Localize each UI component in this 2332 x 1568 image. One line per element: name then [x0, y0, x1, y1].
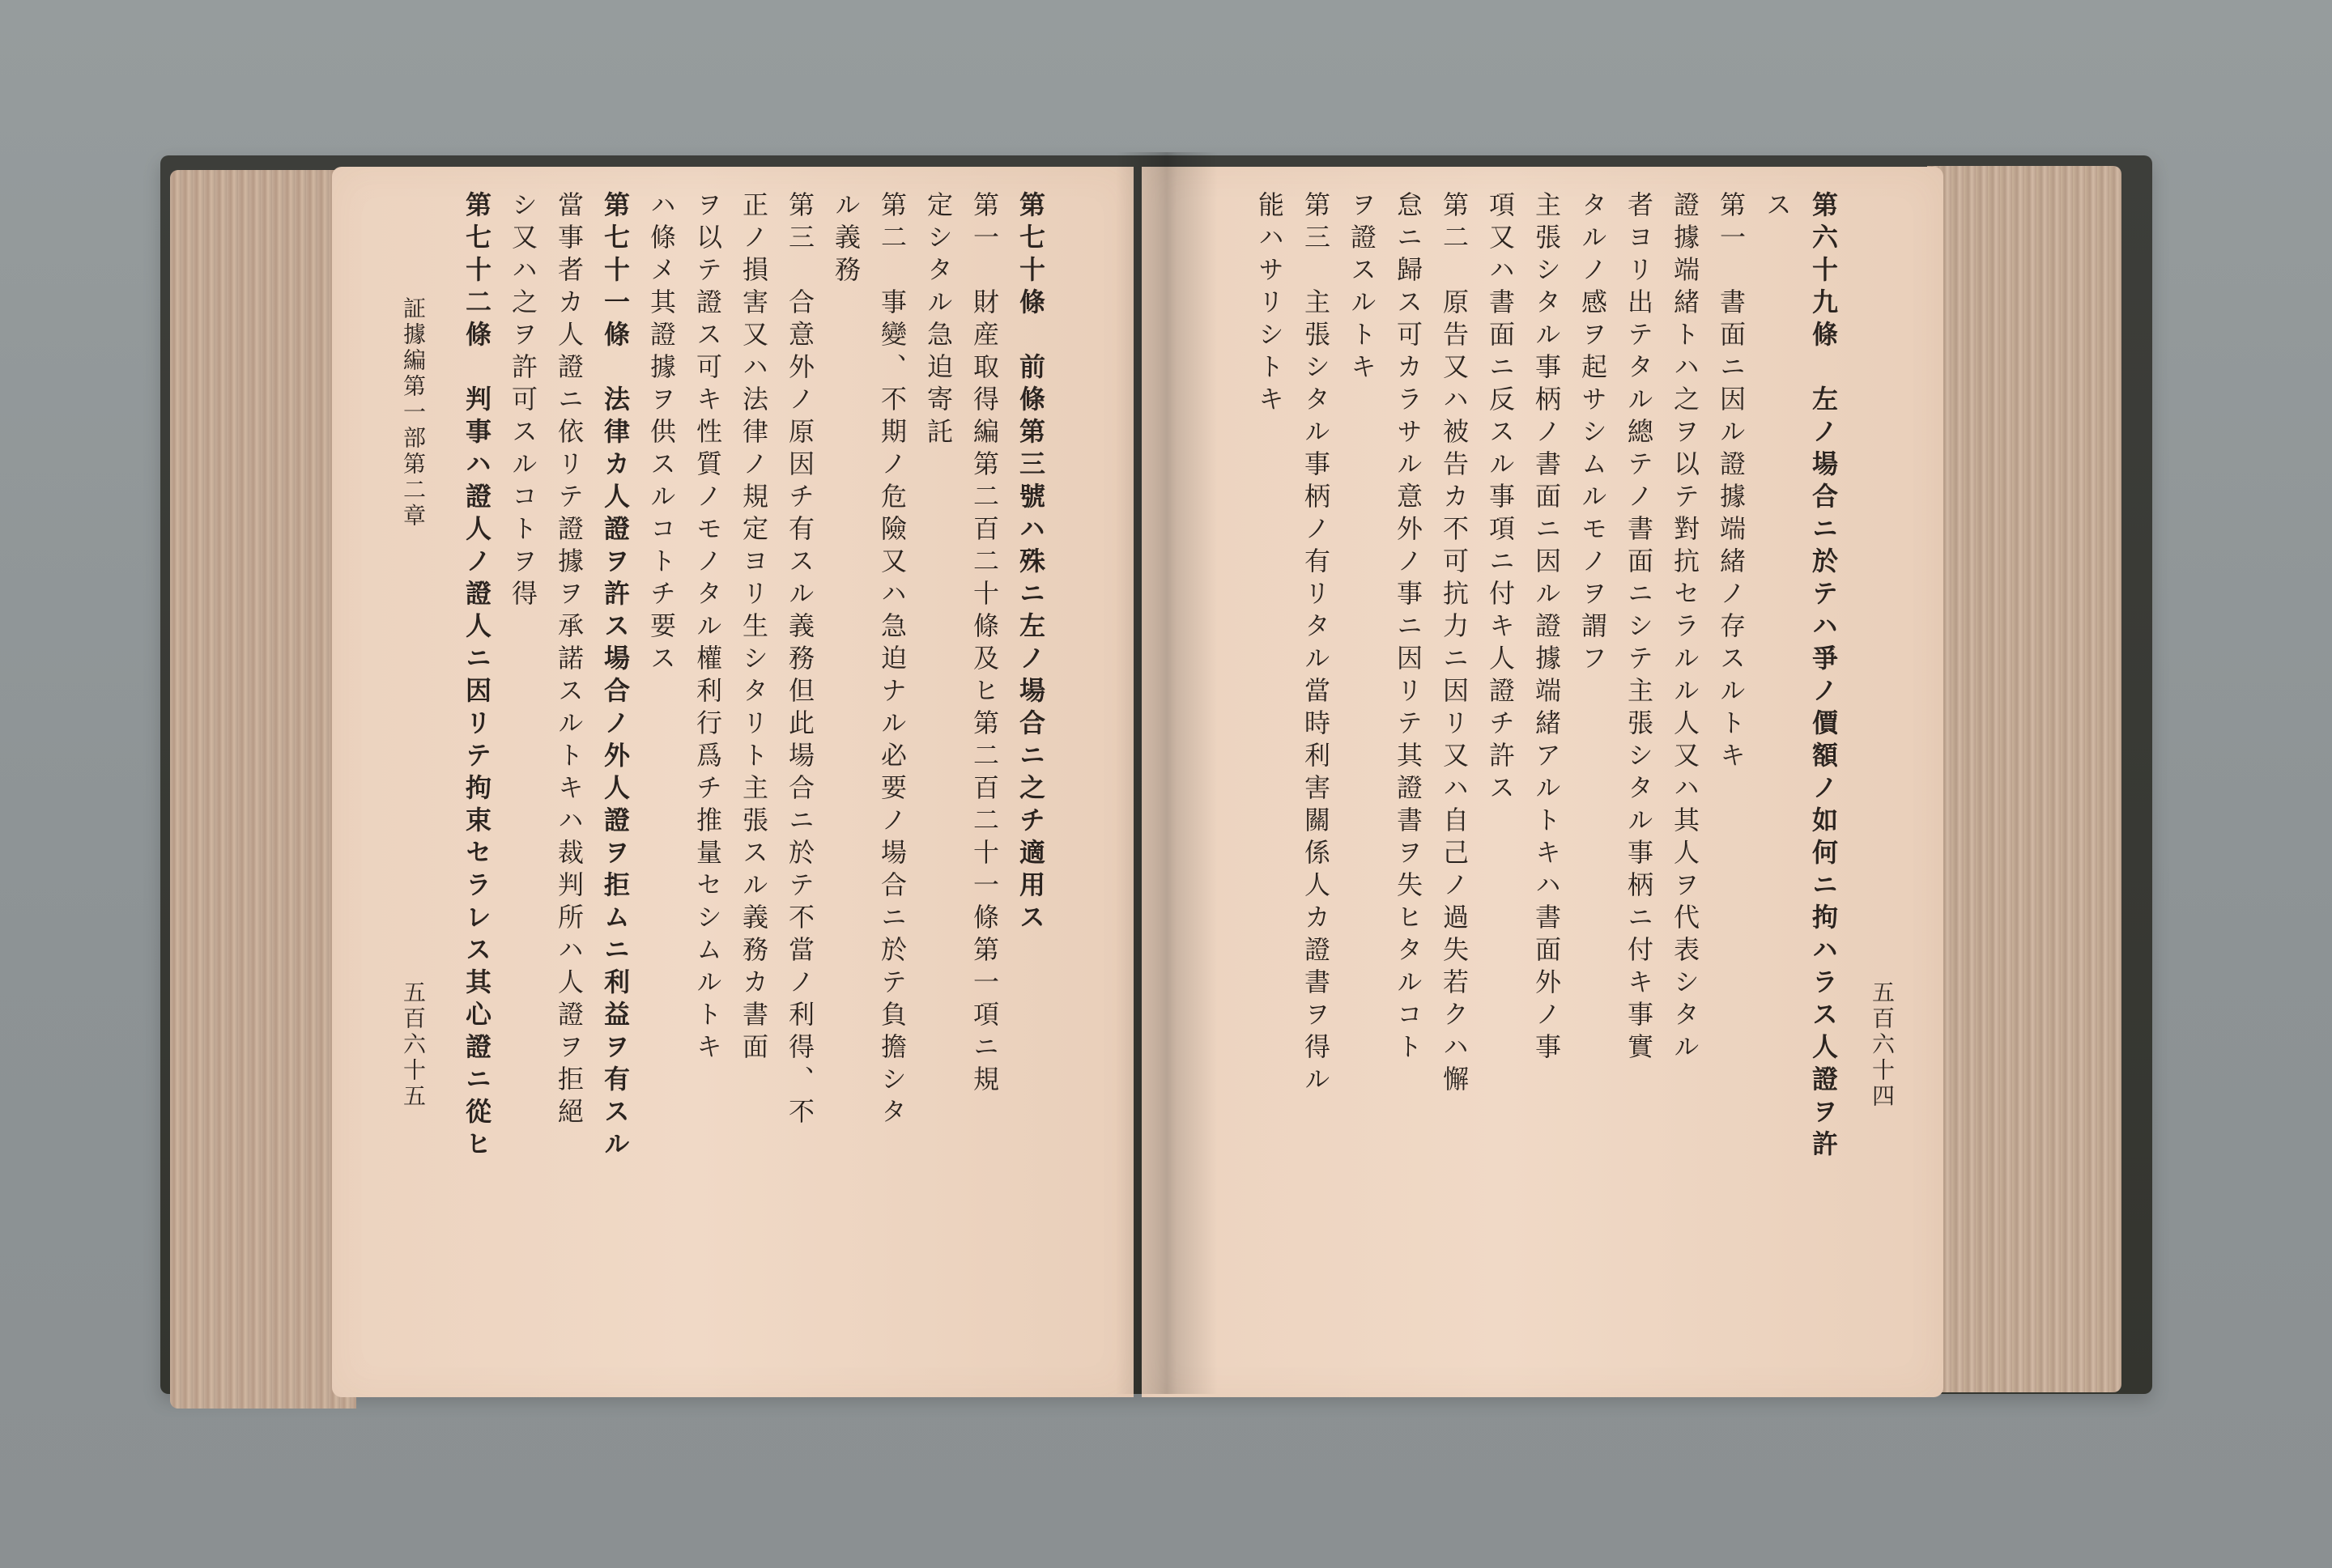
left-running-head: 証據編第一部第二章 — [400, 296, 427, 529]
right-column-9: 第二 原告又ハ被告カ不可抗力ニ因リ又ハ自己ノ過失若クハ懈 — [1439, 191, 1470, 1098]
left-column-7: 正ノ損害又ハ法律ノ規定ヨリ生シタリト主張スル義務カ書面 — [738, 191, 769, 1065]
right-column-10: 怠ニ歸ス可カラサル意外ノ事ニ因リテ其證書ヲ失ヒタルコト — [1393, 191, 1423, 1065]
right-column-13: 能ハサリシトキ — [1254, 191, 1285, 418]
right-column-2: ス — [1762, 191, 1793, 223]
right-column-7: 主張シタル事柄ノ書面ニ因ル證據端緒アルトキハ書面外ノ事 — [1531, 191, 1562, 1065]
right-page-number: 五百六十四 — [1869, 980, 1896, 1110]
left-column-13: 第七十二條 判事ハ證人ノ證人ニ因リテ拘束セラレス其心證ニ從ヒ — [462, 191, 492, 1162]
left-column-3: 定シタル急迫寄託 — [923, 191, 954, 450]
left-column-8: ヲ以テ證ス可キ性質ノモノタル權利行爲チ推量セシムルトキ — [692, 191, 723, 1065]
left-column-5: ル義務 — [831, 191, 862, 288]
left-column-12: シ又ハ之ヲ許可スルコトヲ得 — [508, 191, 538, 612]
left-column-10: 第七十一條 法律カ人證ヲ許ス場合ノ外人證ヲ拒ムニ利益ヲ有スル — [600, 191, 631, 1162]
right-page — [1142, 167, 1943, 1397]
left-page — [332, 167, 1134, 1397]
right-page-edges — [1927, 166, 2121, 1392]
left-column-4: 第二 事變、不期ノ危險又ハ急迫ナル必要ノ場合ニ於テ負擔シタ — [877, 191, 908, 1130]
right-column-6: タルノ感ヲ起サシムルモノヲ謂フ — [1577, 191, 1608, 677]
left-column-1: 第七十條 前條第三號ハ殊ニ左ノ場合ニ之チ適用ス — [1015, 191, 1046, 936]
right-column-8: 項又ハ書面ニ反スル事項ニ付キ人證チ許ス — [1485, 191, 1516, 806]
right-column-4: 證據端緒トハ之ヲ以テ對抗セラルル人又ハ其人ヲ代表シタル — [1670, 191, 1700, 1065]
right-column-11: ヲ證スルトキ — [1347, 191, 1377, 385]
right-column-12: 第三 主張シタル事柄ノ有リタル當時利害關係人カ證書ヲ得ル — [1300, 191, 1331, 1098]
left-page-number: 五百六十五 — [400, 980, 427, 1110]
left-column-2: 第一 財産取得編第二百二十條及ヒ第二百二十一條第一項ニ規 — [969, 191, 1000, 1098]
right-column-3: 第一 書面ニ因ル證據端緒ノ存スルトキ — [1716, 191, 1747, 774]
right-column-5: 者ヨリ出テタル總テノ書面ニシテ主張シタル事柄ニ付キ事實 — [1623, 191, 1654, 1065]
right-column-1: 第六十九條 左ノ場合ニ於テハ爭ノ價額ノ如何ニ拘ハラス人證ヲ許 — [1808, 191, 1839, 1162]
left-column-9: ハ條メ其證據ヲ供スルコトチ要ス — [646, 191, 677, 677]
left-column-11: 當事者カ人證ニ依リテ證據ヲ承諾スルトキハ裁判所ハ人證ヲ拒絕 — [554, 191, 585, 1130]
left-column-6: 第三 合意外ノ原因チ有スル義務但此場合ニ於テ不當ノ利得、不 — [785, 191, 815, 1130]
left-page-edges — [170, 170, 356, 1409]
